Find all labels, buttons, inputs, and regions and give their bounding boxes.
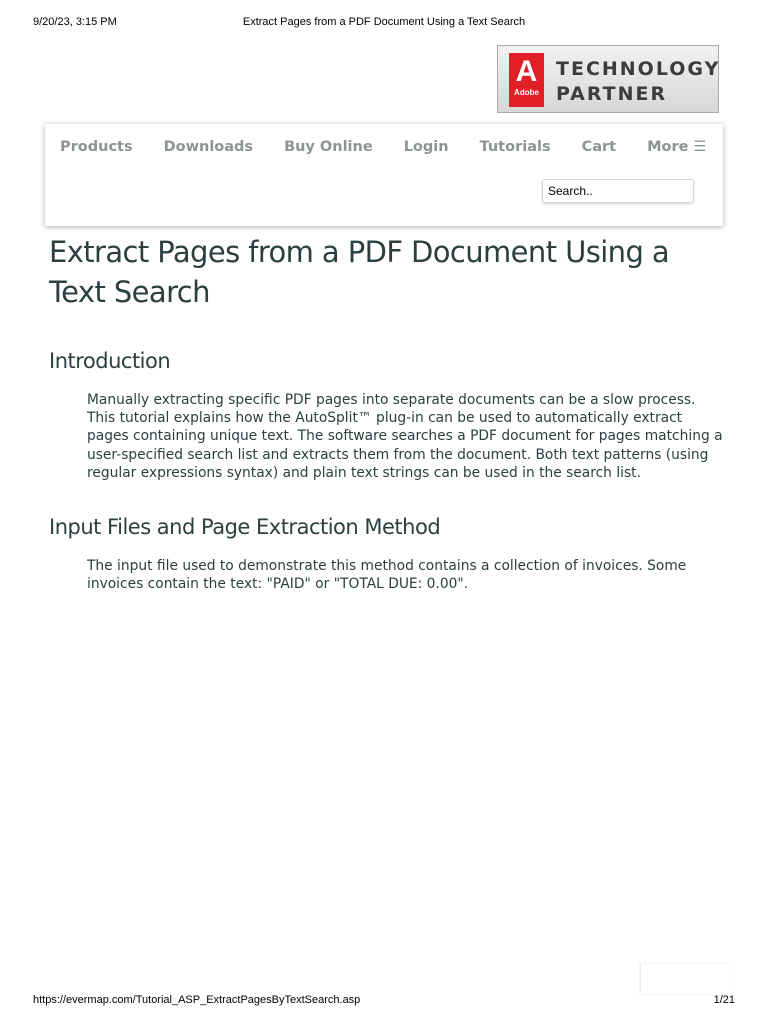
print-header [0,16,768,30]
nav-item-login[interactable]: Login [403,139,449,155]
adobe-technology-partner-logo[interactable] [497,45,719,113]
partner-badge-line1: TECHNOLOGY [556,58,721,80]
print-page-count: 1/21 [713,994,735,1006]
nav-item-products[interactable]: Products [60,139,133,155]
main-navigation [45,124,723,226]
adobe-wordmark: Adobe [514,88,539,97]
section-heading-input-files: Input Files and Page Extraction Method [49,515,441,539]
section-heading-introduction: Introduction [49,349,171,373]
print-page-title: Extract Pages from a PDF Document Using a Text Search [242,16,526,28]
partner-badge-text [556,57,720,107]
nav-item-cart[interactable]: Cart [581,139,617,155]
article-content [49,232,729,593]
nav-item-downloads[interactable]: Downloads [163,139,254,155]
nav-item-more[interactable]: More ☰ [647,139,707,155]
nav-item-tutorials[interactable]: Tutorials [479,139,551,155]
page-title: Extract Pages from a PDF Document Using a Text Search [49,235,670,309]
nav-menu [60,137,738,159]
print-url: https://evermap.com/Tutorial_ASP_ExtractPagesByTextSearch.asp [33,994,361,1006]
adobe-a-glyph: A [515,55,538,88]
print-footer [0,994,768,1008]
section-paragraph-introduction: Manually extracting specific PDF pages into separate documents can be a slow process. This tutorial explains how the AutoSplit™ plug-in can be used to automatically extract pages containing unique text. The software searches a PDF document for pages matching a user-specified search list and extracts them from the document. Both text patterns (using regular expressions syntax) and plain text strings can be used in the search list. [87,392,723,481]
adobe-logo-icon [509,53,544,107]
partner-badge-line2: PARTNER [556,83,668,105]
print-datetime: 9/20/23, 3:15 PM [33,16,117,28]
section-paragraph-input-files: The input file used to demonstrate this method contains a collection of invoices. Some invoices contain the text: "PAID" or "TOTAL DUE: 0.00". [87,558,687,593]
nav-item-buy-online[interactable]: Buy Online [284,139,373,155]
search-input[interactable]: Search.. [542,179,694,203]
floating-corner-widget[interactable] [641,964,733,994]
